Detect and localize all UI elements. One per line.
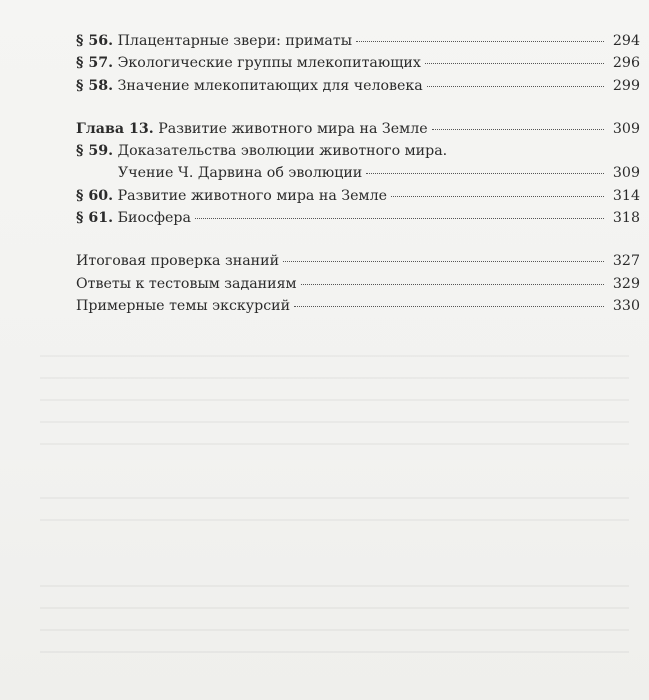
toc-entry-chapter-13	[76, 118, 640, 140]
toc-entry-title	[76, 30, 352, 52]
page-number: 309	[612, 120, 640, 137]
show-through-line	[40, 607, 629, 609]
toc-entry-61	[76, 207, 640, 229]
chapter-title: Развитие животного мира на Земле	[158, 120, 428, 137]
section-title: Плацентарные звери: приматы	[117, 33, 353, 49]
show-through-line	[40, 421, 629, 423]
show-through-line	[40, 585, 629, 587]
section-title: Доказательства эволюции животного мира.	[117, 143, 448, 160]
dot-leader	[425, 63, 604, 64]
show-through-line	[40, 497, 629, 499]
dot-leader	[294, 306, 604, 307]
toc-entry-58	[76, 75, 640, 97]
dot-leader	[366, 173, 604, 174]
page-number: 296	[612, 55, 640, 72]
entry-title: Ответы к тестовым заданиям	[76, 275, 297, 292]
page-number: 314	[612, 187, 640, 204]
toc-entry-title	[76, 52, 421, 74]
entry-title: Примерные темы экскурсий	[76, 297, 291, 314]
show-through-line	[40, 377, 629, 379]
dot-leader	[195, 218, 604, 219]
entry-title: Итоговая проверка знаний	[76, 253, 280, 270]
section-number: § 61.	[76, 210, 114, 227]
chapter-number: Глава 13.	[76, 120, 154, 137]
page-number: 294	[612, 33, 640, 49]
toc-entry-title	[76, 207, 191, 229]
show-through-line	[40, 443, 629, 445]
toc-entry-excursions	[76, 295, 640, 317]
toc-entry-60	[76, 185, 640, 207]
show-through-line	[40, 629, 629, 631]
dot-leader	[356, 41, 604, 42]
dot-leader	[432, 129, 604, 130]
toc-entry-title	[76, 185, 387, 207]
page-number: 330	[612, 297, 640, 314]
page-number: 299	[612, 77, 640, 94]
section-title: Развитие животного мира на Земле	[117, 187, 387, 204]
page-number: 329	[612, 275, 640, 292]
page-number: 309	[612, 165, 640, 182]
page-number: 318	[612, 210, 640, 227]
dot-leader	[301, 284, 604, 285]
toc-entry-57	[76, 52, 640, 74]
toc-entry-final-test	[76, 250, 640, 272]
section-title: Биосфера	[117, 210, 191, 227]
section-number: § 60.	[76, 187, 114, 204]
dot-leader	[391, 196, 604, 197]
show-through-line	[40, 519, 629, 521]
section-gap	[76, 97, 640, 118]
section-number: § 59.	[76, 143, 114, 160]
toc-entry-title	[76, 75, 423, 97]
section-title: Значение млекопитающих для человека	[117, 77, 423, 94]
section-title: Экологические группы млекопитающих	[117, 55, 421, 72]
toc-entry-answers	[76, 273, 640, 295]
show-through-line	[40, 651, 629, 653]
page-number: 327	[612, 253, 640, 270]
toc-entry-59-line2	[76, 162, 640, 184]
toc-entry-56	[76, 30, 640, 52]
dot-leader	[427, 86, 604, 87]
show-through-line	[40, 399, 629, 401]
section-number: § 56.	[76, 33, 114, 49]
dot-leader	[283, 261, 604, 262]
toc-entry-title	[76, 140, 447, 162]
section-title-continued: Учение Ч. Дарвина об эволюции	[118, 165, 363, 182]
section-number: § 58.	[76, 77, 114, 94]
section-number: § 57.	[76, 55, 114, 72]
section-gap	[76, 229, 640, 250]
table-of-contents	[76, 30, 640, 317]
toc-entry-title	[76, 118, 428, 140]
toc-entry-59-line1	[76, 140, 640, 162]
show-through-line	[40, 355, 629, 357]
